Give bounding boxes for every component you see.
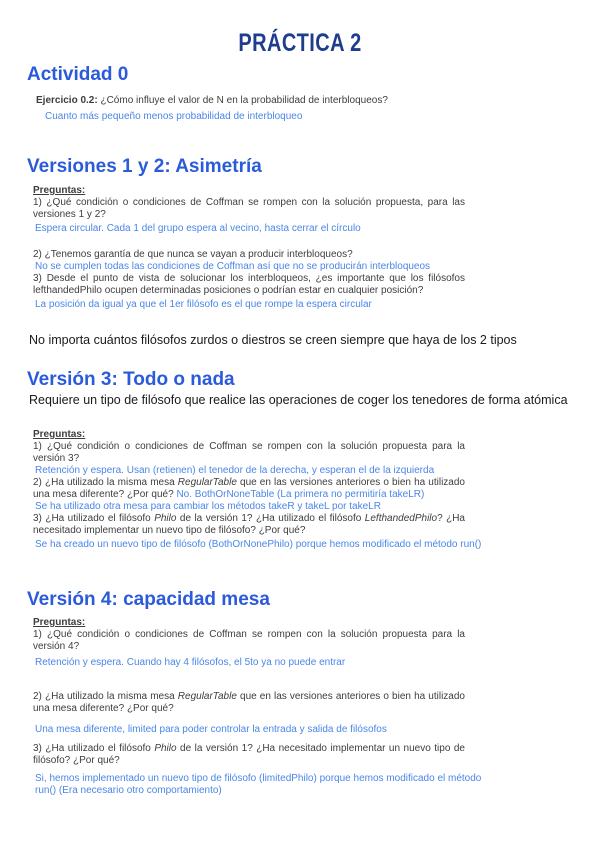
- exercise-question: [36, 95, 476, 107]
- question-2-v12: 2) ¿Tenemos garantía de que nunca se vayan a producir interbloqueos?: [33, 249, 353, 260]
- intro-paragraph-v3: Requiere un tipo de filósofo que realice las operaciones de coger los tenedores de forma atómica: [29, 393, 568, 407]
- questions-label-text: Preguntas:: [33, 185, 86, 196]
- exercise-answer: Cuanto más pequeño menos probabilidad de interbloqueo: [45, 111, 303, 122]
- answer-2-v4: Una mesa diferente, limited para poder controlar la entrada y salida de filósofos: [35, 724, 387, 735]
- question-3-v4: [33, 743, 465, 767]
- question-3-v3-italic2: LefthandedPhilo: [364, 513, 438, 524]
- question-2-v4: [33, 691, 465, 715]
- question-3-v3-italic1: Philo: [154, 513, 177, 524]
- section-version-3: [0, 369, 600, 551]
- questions-label-v4: [33, 617, 465, 629]
- question-3-v4-italic: Philo: [154, 743, 177, 754]
- question-3-v3-text2: de la versión 1? ¿Ha utilizado el filósofo: [176, 513, 365, 524]
- answer-1-v12: Espera circular. Cada 1 del grupo espera al vecino, hasta cerrar el círculo: [35, 223, 361, 234]
- heading-version-3: Versión 3: Todo o nada: [27, 369, 235, 390]
- answer-3-v12: La posición da igual ya que el 1er filósofo es el que rompe la espera circular: [35, 299, 372, 310]
- questions-label-v12: [33, 185, 465, 197]
- question-2-v3-italic: RegularTable: [177, 477, 237, 488]
- exercise-label: Ejercicio 0.2:: [36, 95, 98, 106]
- heading-actividad-0: Actividad 0: [27, 64, 129, 85]
- section-actividad-0: [0, 64, 600, 123]
- questions-label-text: Preguntas:: [33, 429, 86, 440]
- section-version-4: [0, 589, 600, 797]
- answer-3-v4: Si, hemos implementado un nuevo tipo de filósofo (limitedPhilo) porque hemos modificado el método run() (Era necesario otro comportamiento): [35, 773, 482, 796]
- question-2-v4-italic: RegularTable: [177, 691, 237, 702]
- questions-label-text: Preguntas:: [33, 617, 86, 628]
- questions-block-v12-b: [33, 249, 465, 297]
- question-2-v3: [33, 477, 465, 501]
- question-3-v3: [33, 513, 465, 537]
- document-title-text: PRÁCTICA 2: [238, 29, 362, 57]
- answer-2-v3: Se ha utilizado otra mesa para cambiar los métodos takeR y takeL por takeLR: [35, 501, 381, 512]
- question-2-block-v4: [33, 691, 465, 715]
- exercise-question-text: ¿Cómo influye el valor de N en la probabilidad de interbloqueos?: [97, 95, 388, 106]
- section-versiones-1-2: [0, 156, 600, 311]
- answer-1-v3: Retención y espera. Usan (retienen) el tenedor de la derecha, y esperan el de la izquierda: [35, 465, 435, 476]
- questions-block-v3: [33, 429, 465, 537]
- heading-versiones-1-2: Versiones 1 y 2: Asimetría: [27, 156, 262, 177]
- question-1-v12: 1) ¿Qué condición o condiciones de Coffman se rompen con la solución propuesta, para las versiones 1 y 2?: [33, 197, 465, 220]
- answer-2-v12: No se cumplen todas las condiciones de Coffman así que no se producirán interbloqueos: [35, 261, 431, 272]
- question-2-v3-text: 2) ¿Ha utilizado la misma mesa: [33, 477, 178, 488]
- question-3-v4-text: 3) ¿Ha utilizado el filósofo: [33, 743, 155, 754]
- question-2-v4-text: 2) ¿Ha utilizado la misma mesa: [33, 691, 178, 702]
- questions-block-v4: [33, 617, 465, 653]
- questions-block-v12-a: [33, 185, 465, 221]
- question-2-v3-text2: que en las versiones anteriores o bien ha utilizado una mesa diferente? ¿Por qué?: [33, 477, 465, 500]
- answer-1-v4: Retención y espera. Cuando hay 4 filósofos, el 5to ya no puede entrar: [35, 657, 346, 668]
- document-title: [0, 26, 600, 57]
- question-2-v4-text2: que en las versiones anteriores o bien ha utilizado una mesa diferente? ¿Por qué?: [33, 691, 465, 714]
- question-3-v4-text2: de la versión 1? ¿Ha necesitado implementar un nuevo tipo de filósofo? ¿Por qué?: [33, 743, 465, 766]
- questions-label-v3: [33, 429, 465, 441]
- question-3-block-v4: [33, 743, 465, 767]
- heading-version-4: Versión 4: capacidad mesa: [27, 589, 270, 610]
- answer-3-v3: Se ha creado un nuevo tipo de filósofo (BothOrNonePhilo) porque hemos modificado el método run(): [35, 539, 482, 550]
- question-1-v4: 1) ¿Qué condición o condiciones de Coffman se rompen con la solución propuesta para la versión 4?: [33, 629, 465, 652]
- note-paragraph: No importa cuántos filósofos zurdos o diestros se creen siempre que haya de los 2 tipos: [29, 333, 517, 347]
- question-3-v3-text3: ? ¿Ha necesitado implementar un nuevo tipo de filósofo? ¿Por qué?: [33, 513, 465, 536]
- question-1-v3: 1) ¿Qué condición o condiciones de Coffman se rompen con la solución propuesta para la versión 3?: [33, 441, 465, 464]
- question-3-v12: 3) Desde el punto de vista de solucionar los interbloqueos, ¿es importante que los filósofos lefthandedPhilo ocupen determinadas posiciones o podrían estar en cualquier posición?: [33, 273, 465, 296]
- answer-2-inline-v3: No. BothOrNoneTable (La primera no permitiría takeLR): [176, 489, 425, 500]
- question-3-v3-text: 3) ¿Ha utilizado el filósofo: [33, 513, 155, 524]
